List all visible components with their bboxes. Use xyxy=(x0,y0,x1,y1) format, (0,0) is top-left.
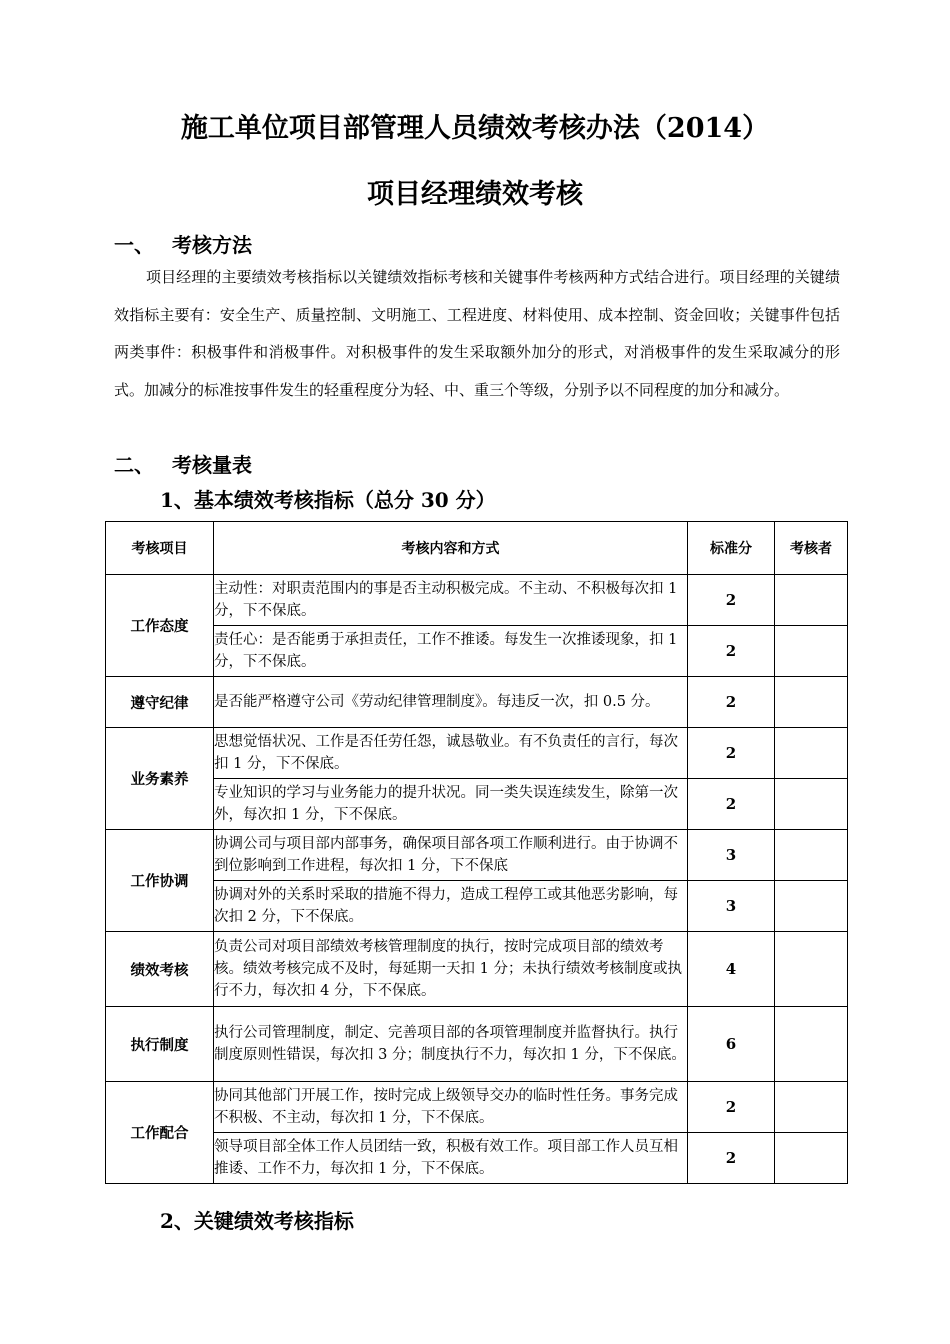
content-cell: 协调公司与项目部内部事务，确保项目部各项工作顺利进行。由于协调不到位影响到工作进程，每次扣 1 分，下不保底 xyxy=(214,830,688,881)
reviewer-cell[interactable] xyxy=(775,830,848,881)
table-row xyxy=(106,575,848,626)
table-row xyxy=(106,779,848,830)
score-cell: 3 xyxy=(688,830,775,881)
content-cell: 执行公司管理制度，制定、完善项目部的各项管理制度并监督执行。执行制度原则性错误，每次扣 3 分；制度执行不力，每次扣 1 分，下不保底。 xyxy=(214,1007,688,1082)
reviewer-cell[interactable] xyxy=(775,932,848,1007)
section-title: 考核方法 xyxy=(172,233,252,257)
content-cell: 领导项目部全体工作人员团结一致，积极有效工作。项目部工作人员互相推诿、工作不力，每次扣 1 分，下不保底。 xyxy=(214,1133,688,1184)
reviewer-cell[interactable] xyxy=(775,1007,848,1082)
table-row xyxy=(106,932,848,1007)
score-cell: 6 xyxy=(688,1007,775,1082)
table-row xyxy=(106,1082,848,1133)
score-cell: 3 xyxy=(688,881,775,932)
content-cell: 思想觉悟状况、工作是否任劳任怨，诚恳敬业。有不负责任的言行，每次扣 1 分，下不保底。 xyxy=(214,728,688,779)
score-cell: 2 xyxy=(688,575,775,626)
header-category: 考核项目 xyxy=(106,522,214,575)
table-row xyxy=(106,1133,848,1184)
header-score: 标准分 xyxy=(688,522,775,575)
score-cell: 2 xyxy=(688,626,775,677)
reviewer-cell[interactable] xyxy=(775,677,848,728)
section-number: 一、 xyxy=(114,233,154,257)
content-cell: 专业知识的学习与业务能力的提升状况。同一类失误连续发生，除第一次外，每次扣 1 分，下不保底。 xyxy=(214,779,688,830)
content-cell: 责任心：是否能勇于承担责任，工作不推诿。每发生一次推诿现象，扣 1 分，下不保底。 xyxy=(214,626,688,677)
score-cell: 2 xyxy=(688,779,775,830)
section-number: 二、 xyxy=(114,453,154,477)
subheading-key-indicators: 2、关键绩效考核指标 xyxy=(160,1209,354,1233)
category-cell: 遵守纪律 xyxy=(106,677,214,728)
method-paragraph: 项目经理的主要绩效考核指标以关键绩效指标考核和关键事件考核两种方式结合进行。项目经理的关键绩效指标主要有：安全生产、质量控制、文明施工、工程进度、材料使用、成本控制、资金回收；关键事件包括两类事件：积极事件和消极事件。对积极事件的发生采取额外加分的形式，对消极事件的发生采取减分的形式。加减分的标准按事件发生的轻重程度分为轻、中、重三个等级，分别予以不同程度的加分和减分。 xyxy=(114,268,840,399)
content-cell: 协调对外的关系时采取的措施不得力，造成工程停工或其他恶劣影响，每次扣 2 分，下不保底。 xyxy=(214,881,688,932)
reviewer-cell[interactable] xyxy=(775,728,848,779)
reviewer-cell[interactable] xyxy=(775,779,848,830)
table-row xyxy=(106,677,848,728)
section-title: 考核量表 xyxy=(172,453,252,477)
category-cell: 绩效考核 xyxy=(106,932,214,1007)
score-cell: 2 xyxy=(688,728,775,779)
document-title: 施工单位项目部管理人员绩效考核办法（2014） xyxy=(180,113,770,144)
category-cell: 工作协调 xyxy=(106,830,214,932)
table-row xyxy=(106,728,848,779)
category-cell: 工作配合 xyxy=(106,1082,214,1184)
header-content: 考核内容和方式 xyxy=(214,522,688,575)
category-cell: 工作态度 xyxy=(106,575,214,677)
category-cell: 业务素养 xyxy=(106,728,214,830)
table-row xyxy=(106,1007,848,1082)
header-reviewer: 考核者 xyxy=(775,522,848,575)
reviewer-cell[interactable] xyxy=(775,1082,848,1133)
section-heading-scale xyxy=(114,449,252,478)
score-cell: 4 xyxy=(688,932,775,1007)
table-row xyxy=(106,626,848,677)
subheading-basic-indicators: 1、基本绩效考核指标（总分 30 分） xyxy=(160,488,496,512)
reviewer-cell[interactable] xyxy=(775,881,848,932)
category-cell: 执行制度 xyxy=(106,1007,214,1082)
reviewer-cell[interactable] xyxy=(775,626,848,677)
section-heading-method xyxy=(114,229,252,258)
content-cell: 协同其他部门开展工作，按时完成上级领导交办的临时性任务。事务完成不积极、不主动，每次扣 1 分，下不保底。 xyxy=(214,1082,688,1133)
document-subtitle: 项目经理绩效考核 xyxy=(367,179,583,210)
score-cell: 2 xyxy=(688,677,775,728)
content-cell: 主动性：对职责范围内的事是否主动积极完成。不主动、不积极每次扣 1 分，下不保底。 xyxy=(214,575,688,626)
content-cell: 是否能严格遵守公司《劳动纪律管理制度》。每违反一次，扣 0.5 分。 xyxy=(214,677,688,728)
table-row xyxy=(106,830,848,881)
score-cell: 2 xyxy=(688,1133,775,1184)
reviewer-cell[interactable] xyxy=(775,1133,848,1184)
content-cell: 负责公司对项目部绩效考核管理制度的执行，按时完成项目部的绩效考核。绩效考核完成不及时，每延期一天扣 1 分；未执行绩效考核制度或执行不力，每次扣 4 分，下不保底。 xyxy=(214,932,688,1007)
score-cell: 2 xyxy=(688,1082,775,1133)
assessment-table xyxy=(105,521,848,1184)
table-header-row xyxy=(106,522,848,575)
reviewer-cell[interactable] xyxy=(775,575,848,626)
table-row xyxy=(106,881,848,932)
